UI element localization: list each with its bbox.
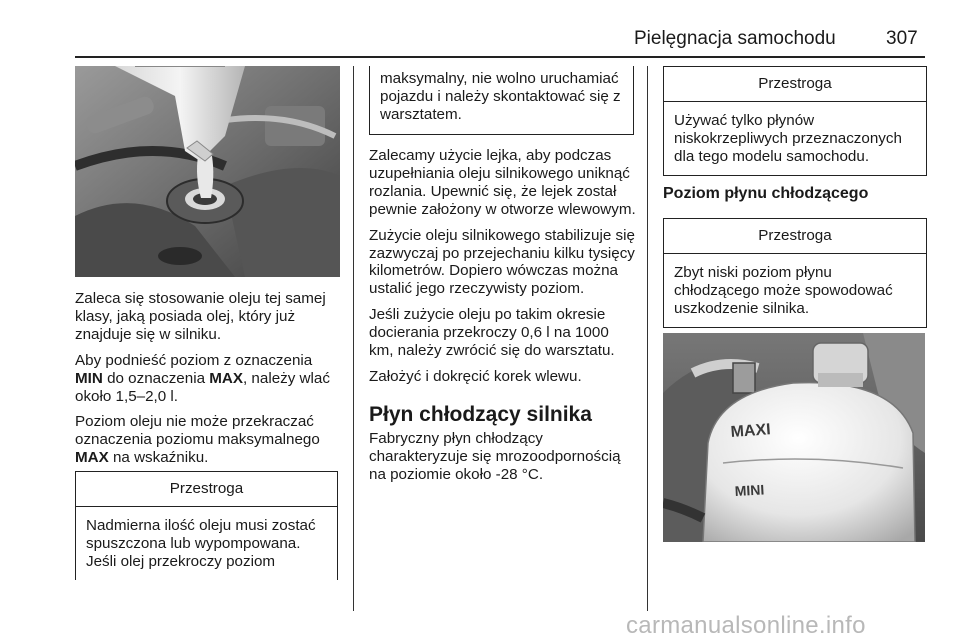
column-divider-2: [647, 66, 648, 611]
paragraph: Aby podnieść poziom z oznaczenia MIN do oznaczenia MAX, należy wlać około 1,5–2,0 l.: [75, 351, 330, 405]
warning-box: [663, 218, 927, 328]
paragraph: Poziom oleju nie może przekraczać oznaczenia poziomu maksymalnego MAX na wskaźniku.: [75, 413, 320, 467]
page-title: Pielęgnacja samochodu: [634, 28, 836, 49]
warning-title: Przestroga: [76, 472, 337, 507]
page-number: 307: [886, 28, 918, 49]
warning-body: Zbyt niski poziom płynu chłodzącego może spowodować uszkodzenie silnika.: [674, 264, 893, 317]
paragraph: Zaleca się stosowanie oleju tej samej klasy, jaką posiada olej, który już znajduje się w silniku.: [75, 290, 326, 343]
warning-body: Używać tylko płynów niskokrzepliwych przeznaczonych dla tego modelu samochodu.: [674, 112, 902, 165]
warning-box-continued: [369, 66, 634, 135]
paragraph: Fabryczny płyn chłodzący charakteryzuje się mrozoodpornością na poziomie około -28 °C.: [369, 429, 621, 483]
column-2-text: [369, 147, 637, 492]
warning-box: [75, 471, 338, 580]
paragraph: Jeśli zużycie oleju po takim okresie docierania przekroczy 0,6 l na 1000 km, należy zwrócić się do warsztatu.: [369, 306, 615, 360]
section-heading: Płyn chłodzący silnika: [369, 402, 592, 426]
column-divider-1: [353, 66, 354, 611]
warning-title: Przestroga: [664, 67, 926, 102]
subsection-heading: Poziom płynu chłodzącego: [663, 185, 869, 202]
warning-title: Przestroga: [664, 219, 926, 254]
mini-mark: MINI: [734, 481, 765, 499]
paragraph: Zużycie oleju silnikowego stabilizuje się zazwyczaj po przejechaniu kilku tysięcy kilometrów. Dopiero wówczas można ustalić jego rzeczywisty poziom.: [369, 226, 635, 298]
warning-box: [663, 66, 927, 176]
coolant-reservoir-illustration: [663, 333, 925, 542]
warning-body: Nadmierna ilość oleju musi zostać spuszczona lub wypompowana. Jeśli olej przekroczy poziom: [86, 517, 316, 570]
paragraph: Założyć i dokręcić korek wlewu.: [369, 367, 582, 385]
oil-filling-illustration: [75, 66, 340, 277]
column-1-text: [75, 290, 343, 475]
maxi-mark: MAXI: [730, 421, 772, 441]
paragraph: Zalecamy użycie lejka, aby podczas uzupełniania oleju silnikowego uniknąć rozlania. Upewnić się, że lejek został pewnie założony w otworze wlewowym.: [369, 147, 636, 218]
watermark: carmanualsonline.info: [626, 612, 866, 639]
warning-body: maksymalny, nie wolno uruchamiać pojazdu i należy skontaktować się z warsztatem.: [380, 70, 621, 123]
header-rule: [75, 56, 925, 58]
